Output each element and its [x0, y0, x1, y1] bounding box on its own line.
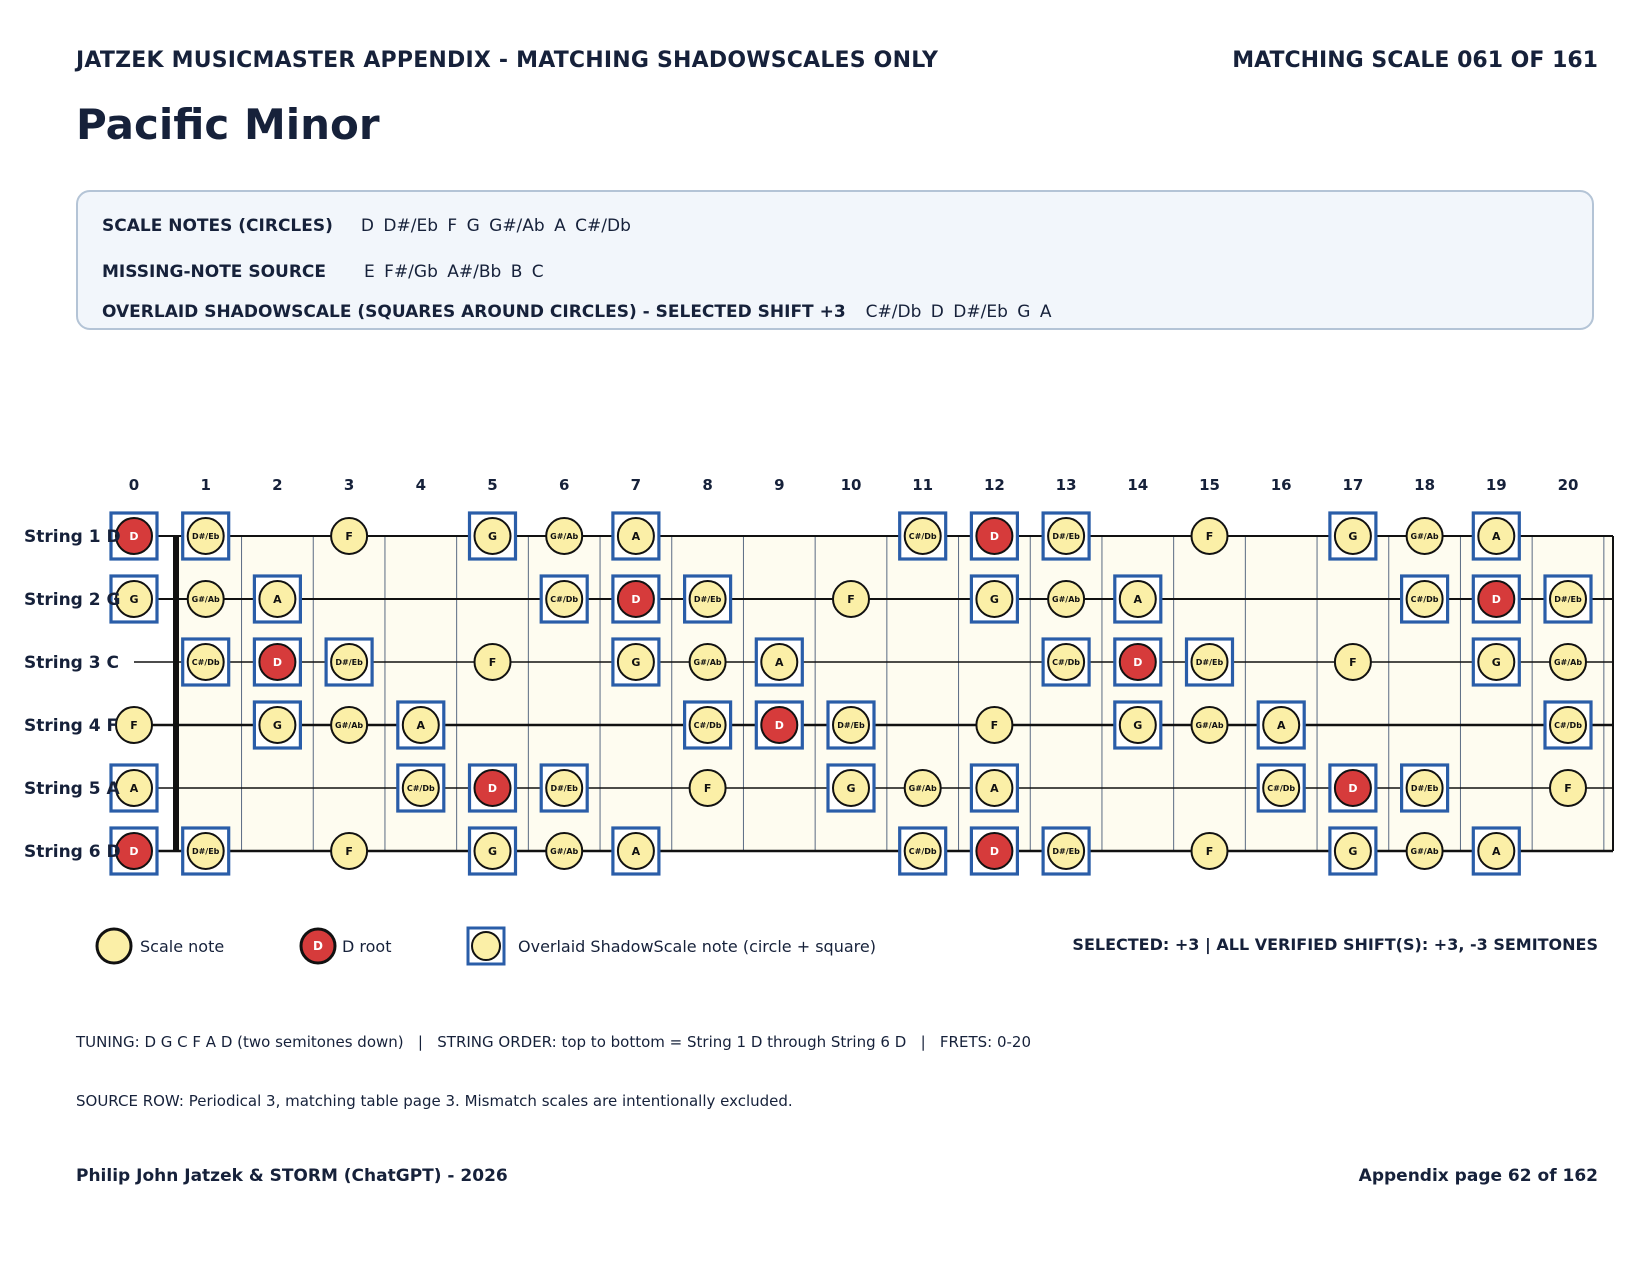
- note-label: D: [989, 845, 999, 858]
- string-label: String 2 G: [24, 590, 121, 610]
- fret-number: 17: [1342, 476, 1364, 494]
- fret-number: 9: [774, 476, 785, 494]
- fret-number: 3: [343, 476, 355, 494]
- note-label: F: [990, 719, 999, 732]
- string-label: String 5 A: [24, 779, 120, 799]
- fretboard-background: [176, 536, 1613, 851]
- scale-notes-value: D D#/Eb F G G#/Ab A C#/Db: [360, 216, 631, 236]
- fret-number: 18: [1414, 476, 1436, 494]
- note-label: G: [631, 656, 641, 669]
- legend-scale-note-circle: [97, 929, 131, 963]
- note-label: D: [1491, 593, 1501, 606]
- note-label: D#/Eb: [1195, 658, 1224, 667]
- note-label: G#/Ab: [1052, 595, 1081, 604]
- missing-notes-row: [102, 262, 544, 282]
- scale-notes-row: [102, 216, 631, 236]
- note-label: D: [631, 593, 641, 606]
- tuning-info: TUNING: D G C F A D (two semitones down) | STRING ORDER: top to bottom = String 1 D through String 6 D | FRETS: 0-20: [76, 1033, 1031, 1051]
- overlay-notes-value: C#/Db D D#/Eb G A: [865, 302, 1052, 322]
- note-label: D#/Eb: [191, 847, 220, 856]
- note-label: G#/Ab: [908, 784, 937, 793]
- note-label: G#/Ab: [550, 847, 579, 856]
- note-label: A: [1492, 845, 1501, 858]
- fret-number: 6: [558, 476, 570, 494]
- page-title: Pacific Minor: [76, 100, 380, 149]
- header-title: JATZEK MUSICMASTER APPENDIX - MATCHING SHADOWSCALES ONLY: [76, 48, 939, 73]
- note-label: D#/Eb: [1052, 847, 1080, 856]
- appendix-page-number: Appendix page 62 of 162: [1358, 1166, 1598, 1186]
- note-label: A: [1276, 719, 1286, 732]
- note-label: A: [273, 593, 282, 606]
- credit-line: Philip John Jatzek & STORM (ChatGPT) - 2026: [76, 1166, 508, 1186]
- note-label: A: [1133, 593, 1143, 606]
- note-label: F: [1564, 782, 1572, 795]
- note-label: C#/Db: [1052, 658, 1081, 667]
- note-label: A: [1492, 530, 1501, 543]
- note-label: C#/Db: [693, 721, 722, 730]
- fret-number: 11: [912, 476, 934, 494]
- legend-overlay-label: Overlaid ShadowScale note (circle + square): [518, 937, 876, 956]
- overlay-notes-label: OVERLAID SHADOWSCALE (SQUARES AROUND CIRCLES) - SELECTED SHIFT +3: [102, 302, 846, 322]
- note-label: A: [990, 782, 999, 795]
- string-label: String 6 D: [24, 842, 121, 862]
- note-label: D: [989, 530, 999, 543]
- fret-number: 15: [1199, 476, 1220, 494]
- note-label: G#/Ab: [1553, 658, 1583, 667]
- note-label: G: [846, 782, 856, 795]
- fret-number: 7: [630, 476, 642, 494]
- note-label: D#/Eb: [1554, 595, 1582, 604]
- note-label: G#/Ab: [550, 532, 579, 541]
- note-label: F: [1349, 656, 1357, 669]
- string-label: String 3 C: [24, 653, 119, 673]
- note-label: D#/Eb: [693, 595, 722, 604]
- legend-overlay-circle: [472, 932, 500, 960]
- fret-number: 20: [1557, 476, 1579, 494]
- string-label: String 4 F: [24, 716, 119, 736]
- note-label: G: [129, 593, 139, 606]
- legend-root-glyph: D: [313, 939, 323, 953]
- note-label: A: [129, 782, 139, 795]
- note-label: G: [272, 719, 282, 732]
- note-label: D: [487, 782, 498, 795]
- scale-info-box: [76, 190, 1594, 330]
- note-label: D: [129, 530, 139, 543]
- fret-number: 0: [128, 476, 140, 494]
- note-label: C#/Db: [908, 847, 937, 856]
- fret-number: 12: [983, 476, 1005, 494]
- fret-number: 10: [840, 476, 862, 494]
- note-label: F: [1205, 530, 1214, 543]
- fret-number: 13: [1055, 476, 1077, 494]
- fret-number: 19: [1485, 476, 1507, 494]
- note-label: G: [989, 593, 999, 606]
- missing-notes-value: E F#/Gb A#/Bb B C: [364, 262, 544, 282]
- fret-number: 2: [272, 476, 283, 494]
- note-label: A: [775, 656, 784, 669]
- note-label: D#/Eb: [1410, 784, 1439, 793]
- overlay-notes-row: [102, 302, 1051, 322]
- note-label: D: [129, 845, 139, 858]
- note-label: F: [1205, 845, 1214, 858]
- note-label: C#/Db: [1554, 721, 1582, 730]
- note-label: C#/Db: [191, 658, 220, 667]
- source-row-info: SOURCE ROW: Periodical 3, matching table page 3. Mismatch scales are intentionally excluded.: [76, 1092, 793, 1110]
- missing-notes-label: MISSING-NOTE SOURCE: [102, 262, 327, 282]
- fret-number: 5: [487, 476, 498, 494]
- note-label: C#/Db: [1267, 784, 1296, 793]
- note-label: D: [1133, 656, 1143, 669]
- string-label: String 1 D: [24, 527, 121, 547]
- selected-shift-summary: SELECTED: +3 | ALL VERIFIED SHIFT(S): +3, -3 SEMITONES: [1072, 935, 1598, 954]
- note-label: F: [847, 593, 855, 606]
- note-label: C#/Db: [908, 532, 937, 541]
- note-label: G#/Ab: [693, 658, 722, 667]
- fret-number: 14: [1127, 476, 1149, 494]
- note-label: A: [631, 845, 641, 858]
- fret-number: 16: [1270, 476, 1292, 494]
- note-label: G: [1491, 656, 1501, 669]
- note-label: F: [345, 845, 353, 858]
- note-label: G#/Ab: [1410, 532, 1439, 541]
- note-label: A: [631, 530, 641, 543]
- note-label: D: [774, 719, 784, 732]
- note-label: F: [345, 530, 353, 543]
- fretboard-diagram: [0, 460, 1650, 880]
- note-label: F: [703, 782, 712, 795]
- note-label: G#/Ab: [1410, 847, 1439, 856]
- note-label: D#/Eb: [335, 658, 363, 667]
- note-label: D#/Eb: [550, 784, 578, 793]
- fret-number: 4: [415, 476, 427, 494]
- fret-number: 1: [200, 476, 211, 494]
- legend-root-label: D root: [342, 937, 392, 956]
- note-label: D#/Eb: [837, 721, 865, 730]
- note-label: D: [1348, 782, 1358, 795]
- note-label: D#/Eb: [1052, 532, 1080, 541]
- note-label: G: [1348, 845, 1358, 858]
- note-label: A: [416, 719, 426, 732]
- note-label: G: [1133, 719, 1143, 732]
- note-label: C#/Db: [550, 595, 579, 604]
- note-label: G#/Ab: [335, 721, 364, 730]
- scale-notes-label: SCALE NOTES (CIRCLES): [102, 216, 333, 236]
- note-label: D#/Eb: [191, 532, 220, 541]
- note-label: F: [130, 719, 138, 732]
- note-label: G#/Ab: [191, 595, 220, 604]
- note-label: G#/Ab: [1195, 721, 1224, 730]
- note-label: C#/Db: [1410, 595, 1439, 604]
- note-label: F: [488, 656, 497, 669]
- legend-scale-note-label: Scale note: [140, 937, 225, 956]
- note-label: G: [487, 530, 498, 543]
- note-label: D: [272, 656, 282, 669]
- header-scale-count: MATCHING SCALE 061 OF 161: [1232, 48, 1598, 73]
- note-label: G: [1348, 530, 1358, 543]
- fret-number: 8: [702, 476, 713, 494]
- note-label: G: [487, 845, 498, 858]
- note-label: C#/Db: [406, 784, 435, 793]
